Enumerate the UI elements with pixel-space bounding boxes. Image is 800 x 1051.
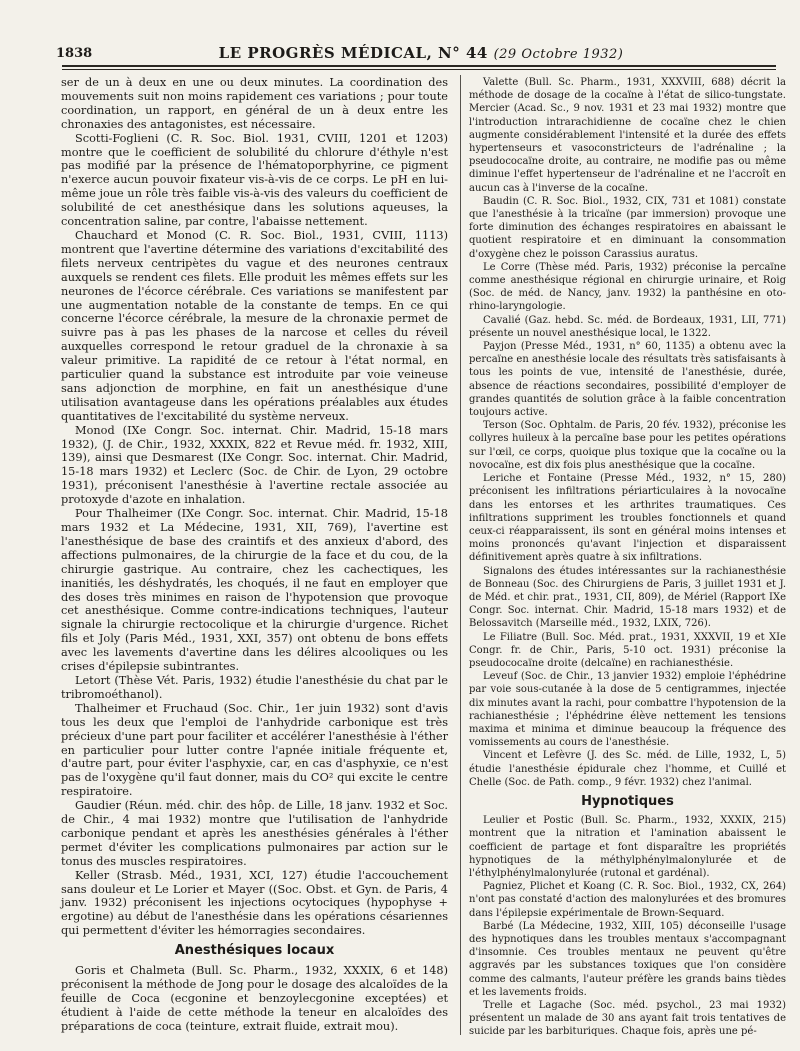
paragraph: Valette (Bull. Sc. Pharm., 1931, XXXVIII, 688) décrit la méthode de dosage de la cocaïne à l'état de silico-tungstate. Mercier (Acad. Sc., 9 nov. 1931 et 23 mai 1932) montre que l'introduction intrarachidienne de cocaïne chez le chien augmente considérablement l'intensité et la durée des effets hypertenseurs et vasoconstricteurs de l'adrénaline ; la pseudococaïne droite, au contraire, ne modifie pas ou même diminue l'effet hypertenseur de l'adrénaline et ne l'accroît en aucun cas à l'inverse de la cocaïne. — [469, 77, 786, 194]
paragraph: Signalons des études intéressantes sur la rachianesthésie de Bonneau (Soc. des Chirurgiens de Paris, 3 juillet 1931 et J. de Méd. et chir. prat., 1931, CII, 809), de Mériel (Rapport IXe Congr. Soc. internat. Chir. Madrid, 15-18 mars 1932) et de Belossavitch (Marseille méd., 1932, LXIX, 726). — [469, 565, 786, 630]
section-heading: Anesthésiques locaux — [174, 943, 335, 959]
left-column — [61, 76, 448, 1034]
paragraph: Chauchard et Monod (C. R. Soc. Biol., 1931, CVIII, 1113) montrent que l'avertine détermine des variations d'excitabilité des filets nerveux centripètes du vague et des neurones centraux auxquels se rendent ces filets. Elle produit les mêmes effets sur les neurones de l'écorce cérébrale. Ces variations se manifestent par une augmentation notable de la constante de temps. En ce qui concerne l'écorce cérébrale, la mesure de la chronaxie permet de suivre pas à pas les phases de la narcose et celles du réveil auxquelles correspond le retour graduel de la chronaxie à sa valeur primitive. La rapidité de ce retour à l'état normal, en particulier quand la substance est introduite par voie veineuse sans adjonction de morphine, en fait un anesthésique d'une utilisation avantageuse dans les opérations préalables aux études quantitatives de l'excitabilité du système nerveux. — [61, 228, 448, 423]
paragraph: Le Filiatre (Bull. Soc. Méd. prat., 1931, XXXVII, 19 et XIe Congr. fr. de Chir., Paris, 5-10 oct. 1931) préconise la pseudococaïne droite (delcaïne) en rachianesthésie. — [469, 631, 786, 669]
paragraph: Pour Thalheimer (IXe Congr. Soc. internat. Chir. Madrid, 15-18 mars 1932 et La Médecine, 1931, XII, 769), l'avertine est l'anesthésique de base des craintifs et des anxieux d'abord, des affections pulmonaires, de la chirurgie de la face et du cou, de la chirurgie gastrique. Au contraire, chez les cachectiques, les inanitiés, les déshydratés, les choqués, il ne faut en employer que des doses très minimes en raison de l'hypotension que provoque cet anesthésique. Comme contre-indications techniques, l'auteur signale la chirurgie rectocolique et la chirurgie d'urgence. Richet fils et Joly (Paris Méd., 1931, XXI, 357) ont obtenu de bons effets avec les lavements d'avertine dans les délires alcooliques ou les crises d'épilepsie subintrantes. — [61, 507, 448, 674]
paragraph: Monod (IXe Congr. Soc. internat. Chir. Madrid, 15-18 mars 1932), (J. de Chir., 1932, XXXIX, 822 et Revue méd. fr. 1932, XIII, 139), ainsi que Desmarest (IXe Congr. Soc. internat. Chir. Madrid, 15-18 mars 1932) et Leclerc (Soc. de Chir. de Lyon, 29 octobre 1931), préconisent l'anesthésie à l'avertine rectale associée au protoxyde d'azote en inhalation. — [61, 423, 448, 507]
paragraph: Keller (Strasb. Méd., 1931, XCI, 127) étudie l'accouchement sans douleur et Le Lorier et Mayer ((Soc. Obst. et Gyn. de Paris, 4 janv. 1932) préconisent les injections ocytociques (hypophyse + ergotine) au début de l'anesthésie dans les opérations césariennes qui permettent d'éviter les hémorragies secondaires. — [61, 868, 448, 938]
paragraph: ser de un à deux en une ou deux minutes. La coordination des mouvements suit non moins rapidement ces variations ; pour toute coordination, un rapport, en général de un à deux entre les chronaxies des antagonistes, est nécessaire. — [61, 76, 448, 131]
paragraph: Letort (Thèse Vét. Paris, 1932) étudie l'anesthésie du chat par le tribromoéthanol). — [61, 673, 448, 701]
journal-title — [206, 44, 636, 62]
column-divider — [460, 75, 461, 1035]
paragraph: Terson (Soc. Ophtalm. de Paris, 20 fév. 1932), préconise les collyres huileux à la percaïne base pour les petites opérations sur l'œil, ce corps, quoique plus toxique que la cocaïne ou la novocaïne, est dix fois plus anesthésique que la cocaïne. — [469, 420, 786, 471]
paragraph: Le Corre (Thèse méd. Paris, 1932) préconise la percaïne comme anesthésique régional en chirurgie urinaire, et Roig (Soc. de méd. de Nancy, janv. 1932) la panthésine en oto-rhino-laryngologie. — [469, 261, 786, 313]
paragraph: Cavalié (Gaz. hebd. Sc. méd. de Bordeaux, 1931, LII, 771) présente un nouvel anesthésique local, le 1322. — [469, 314, 786, 339]
paragraph: Leveuf (Soc. de Chir., 13 janvier 1932) emploie l'éphédrine par voie sous-cutanée à la dose de 5 centigrammes, injectée dix minutes avant la rachi, pour combattre l'hypotension de la rachianesthésie ; l'éphédrine élève nettement les tensions maxima et minima et diminue beaucoup la fréquence des vomissements au cours de l'anesthésie. — [469, 671, 786, 749]
page-number: 1838 — [56, 46, 93, 61]
header-rule-thick — [62, 65, 776, 67]
paragraph: Baudin (C. R. Soc. Biol., 1932, CIX, 731 et 1081) constate que l'anesthésie à la tricaïne (par immersion) provoque une forte diminution des échanges respiratoires en abaissant le quotient respiratoire et en diminuant la consommation d'oxygène chez le poisson Carassius auratus. — [469, 195, 786, 260]
running-header — [56, 40, 776, 62]
issue-date: (29 Octobre 1932) — [493, 47, 624, 62]
paragraph: Gaudier (Réun. méd. chir. des hôp. de Lille, 18 janv. 1932 et Soc. de Chir., 4 mai 1932) montre que l'utilisation de l'anhydride carbonique pendant et après les anesthésies générales à l'éther permet d'éviter les complications pulmonaires par action sur le tonus des muscles respiratoires. — [61, 799, 448, 868]
paragraph: Vincent et Lefèvre (J. des Sc. méd. de Lille, 1932, L, 5) étudie l'anesthésie épidurale chez l'homme, et Cuillé et Chelle (Soc. de Path. comp., 9 févr. 1932) chez l'animal. — [469, 750, 786, 788]
header-rule-thin — [62, 69, 776, 70]
paragraph: Leriche et Fontaine (Presse Méd., 1932, n° 15, 280) préconisent les infiltrations périarticulaires à la novocaïne dans les entorses et les arthrites traumatiques. Ces infiltrations suppriment les troubles fonctionnels et quand ceux-ci réapparaissent, ils sont en général moins intenses et moins prononcés qu'avant l'injection et disparaissent définitivement après quatre à six infiltrations. — [469, 473, 786, 564]
paragraph: Trelle et Lagache (Soc. méd. psychol., 23 mai 1932) présentent un malade de 30 ans ayant fait trois tentatives de suicide par les barbituriques. Chaque fois, après une pé- — [469, 1000, 786, 1038]
paragraph: Leulier et Postic (Bull. Sc. Pharm., 1932, XXXIX, 215) montrent que la nitration et l'amination abaissent le coefficient de partage et font disparaître les propriétés hypnotiques de la méthylphénylmalonylurée et de l'éthylphénylmalonylurée (rutonal et gardénal). — [469, 815, 786, 879]
paragraph: Scotti-Foglieni (C. R. Soc. Biol. 1931, CVIII, 1201 et 1203) montre que le coefficient de solubilité du chlorure d'éthyle n'est pas modifié par la présence de l'hématoporphyrine, ce pigment n'exerce aucun pouvoir fixateur vis-à-vis de ce corps. Le pH en lui-même joue un rôle très faible vis-à-vis des valeurs du coefficient de solubilité de cet anesthésique dans les solutions aqueuses, la concentration saline, par contre, l'abaisse nettement. — [61, 131, 448, 229]
paragraph: Barbé (La Médecine, 1932, XIII, 105) déconseille l'usage des hypnotiques dans les troubles mentaux s'accompagnant d'insomnie. Ces troubles mentaux ne peuvent qu'être aggravés par les substances toxiques que l'on considère comme des calmants, l'auteur préfère les grands bains tièdes et les lavements froids. — [469, 920, 786, 998]
paragraph: Pagniez, Plichet et Koang (C. R. Soc. Biol., 1932, CX, 264) n'ont pas constaté d'action des malonylurées et des bromures dans l'épilepsie expérimentale de Brown-Sequard. — [469, 881, 786, 919]
section-heading: Hypnotiques — [581, 793, 674, 809]
right-column — [469, 76, 786, 1039]
journal-name: LE PROGRÈS MÉDICAL, N° 44 — [218, 44, 488, 62]
paragraph: Thalheimer et Fruchaud (Soc. Chir., 1er juin 1932) sont d'avis tous les deux que l'emploi de l'anhydride carbonique est très précieux d'une part pour faciliter et accélérer l'anesthésie à l'éther en particulier pour lutter contre l'apnée initiale fréquente et, d'autre part, pour éviter l'asphyxie, car, en cas d'asphyxie, ce n'est pas de l'oxygène qu'il faut donner, mais du CO² qui excite le centre respiratoire. — [61, 701, 448, 799]
paragraph: Payjon (Presse Méd., 1931, n° 60, 1135) a obtenu avec la percaïne en anesthésie locale des résultats très satisfaisants à tous les points de vue, intensité de l'anesthésie, durée, absence de réactions secondaires, possibilité d'employer de grandes quantités de solution grâce à la faible concentration toujours active. — [469, 341, 786, 419]
paragraph: Goris et Chalmeta (Bull. Sc. Pharm., 1932, XXXIX, 6 et 148) préconisent la méthode de Jong pour le dosage des alcaloïdes de la feuille de Coca (ecgonine et benzoylecgonine exceptées) et étudient à l'aide de cette méthode la teneur en alcaloïdes des préparations de coca (teinture, extrait fluide, extrait mou). — [61, 964, 448, 1033]
